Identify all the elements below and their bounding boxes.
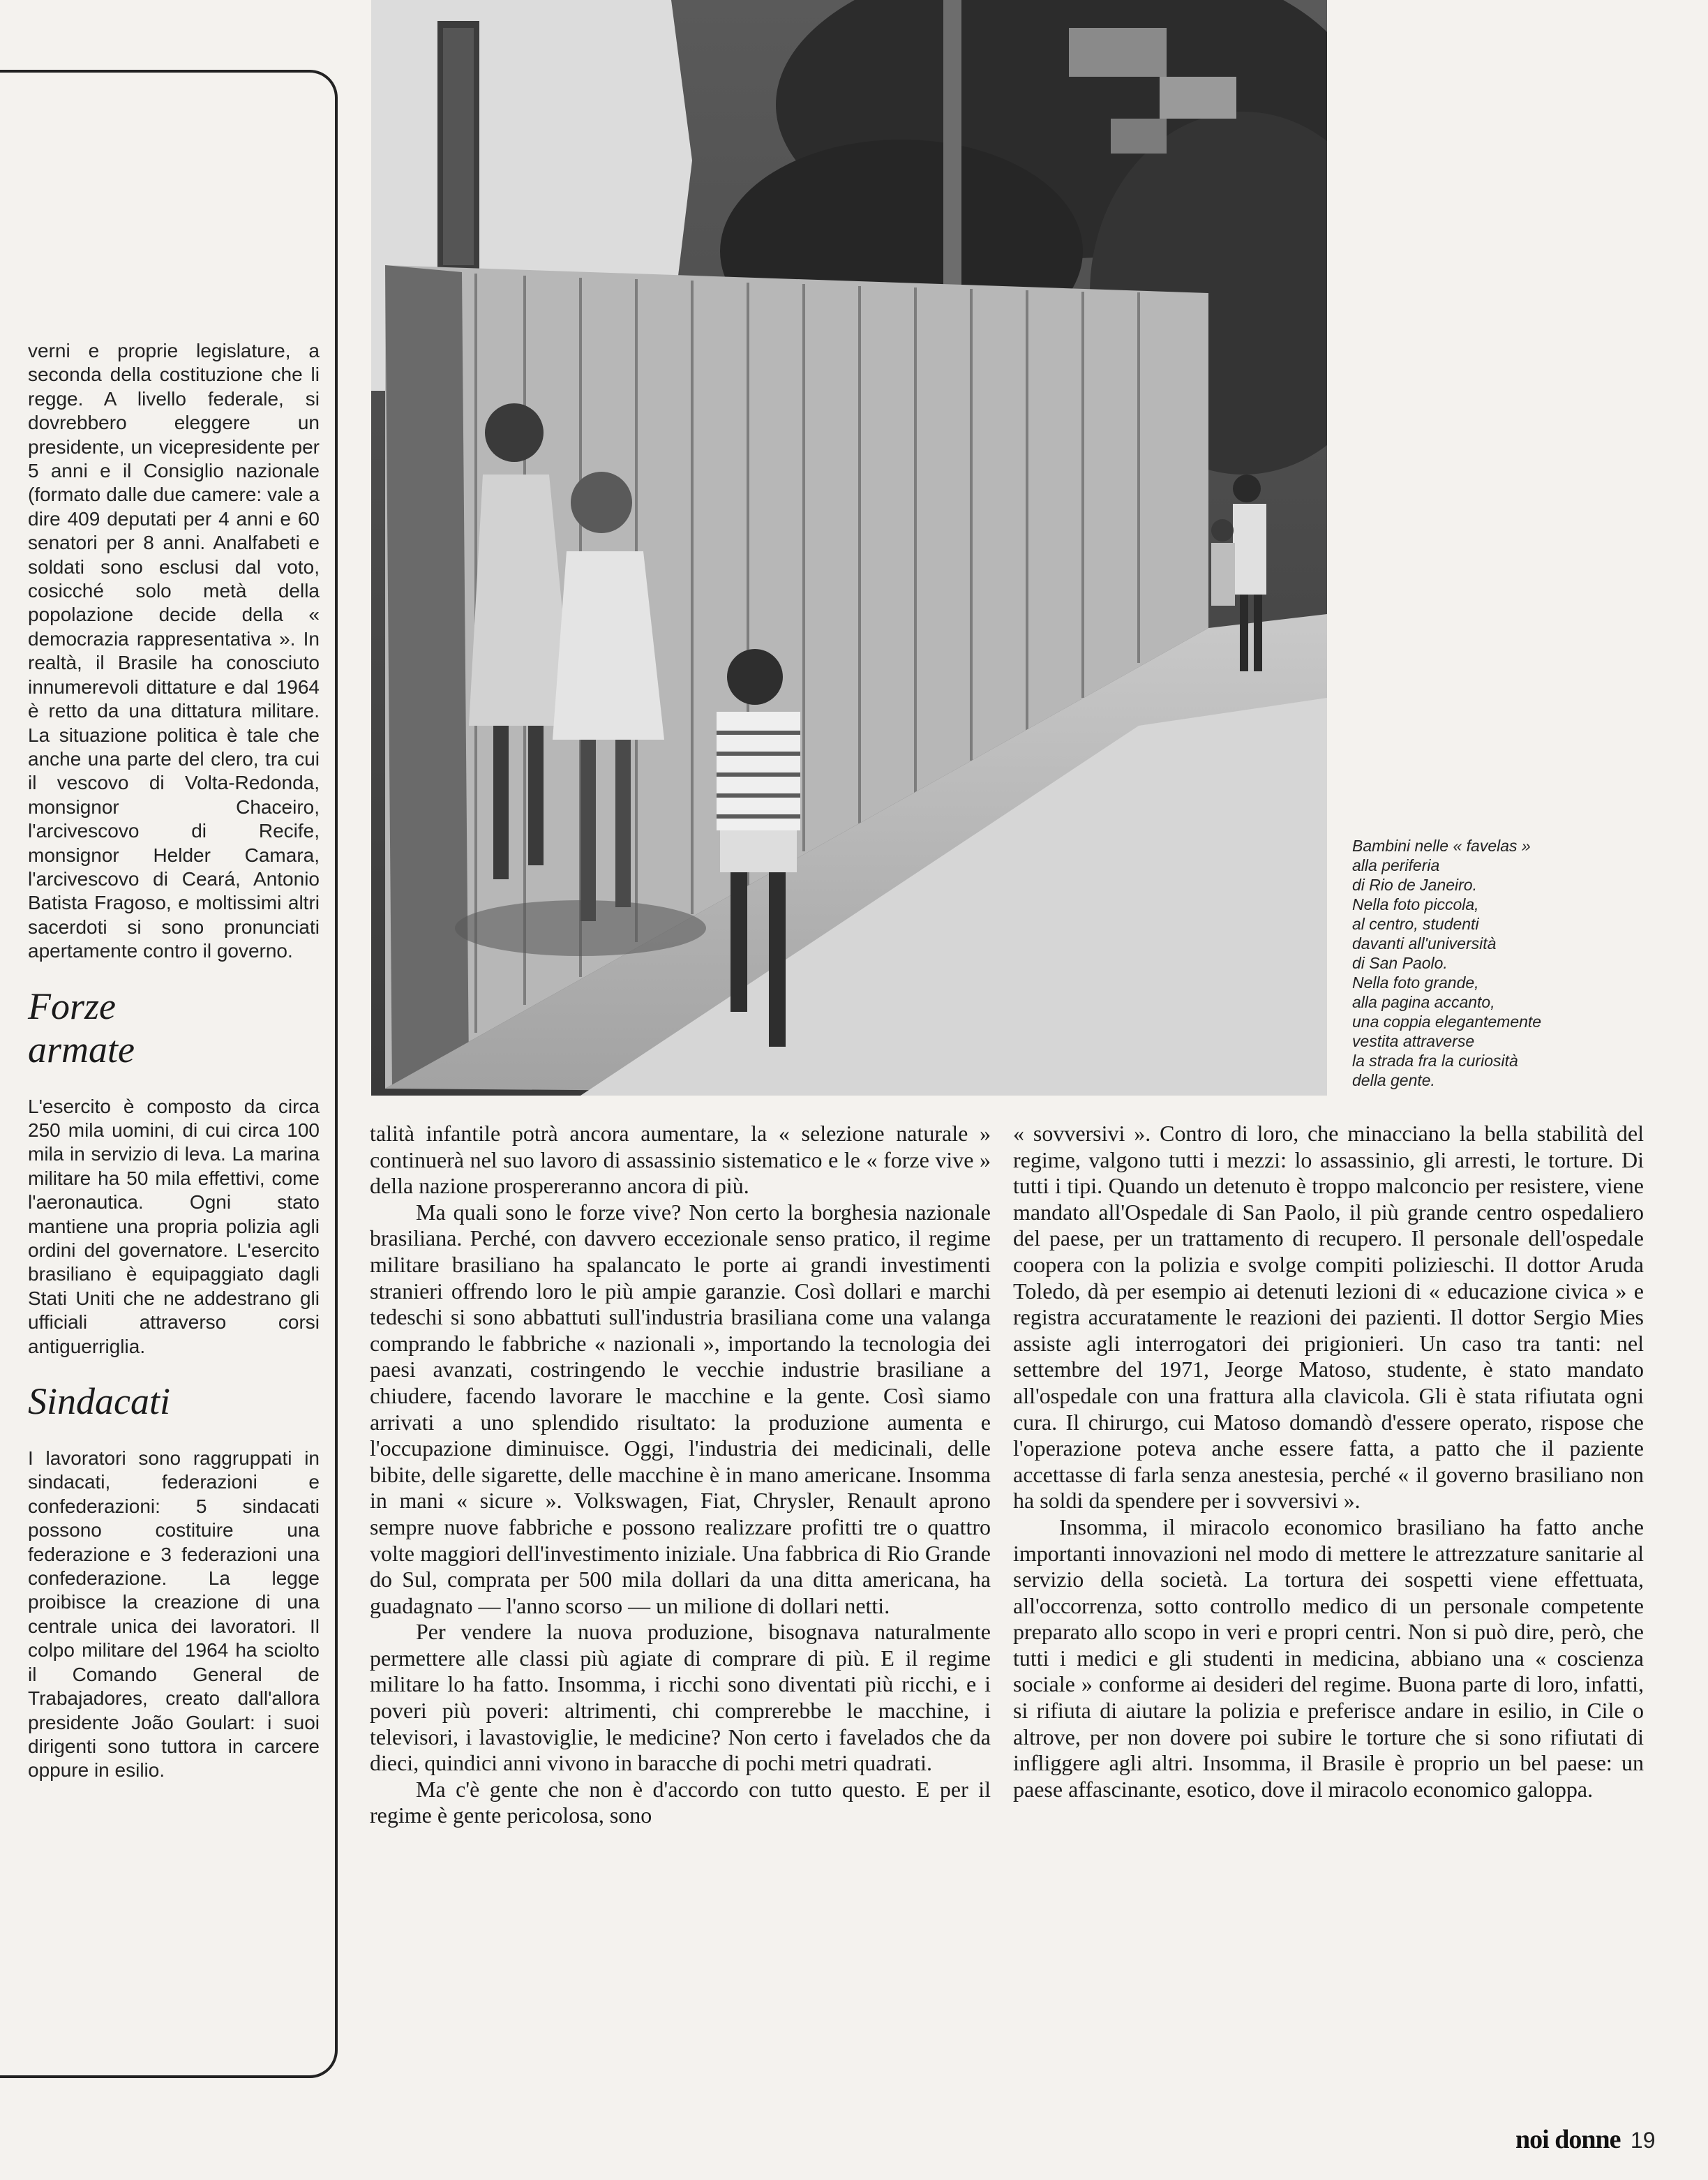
photo-caption — [1352, 836, 1555, 1090]
article-paragraph: Ma quali sono le forze vive? Non certo la borghesia nazionale brasiliana. Perché, con davvero eccezionale senso pratico, il regime militare brasiliano ha spalancato le porte ai grandi investimenti stranieri offrendo loro le più ampie garanzie. Così dollari e marchi tedeschi si sono abbattuti sull'industria brasiliana come una valanga comprando le fabbriche « nazionali », importando la tecnologia dei paesi avanzati, costringendo le vecchie industrie brasiliane a chiudere, facendo lavorare le macchine e la gente. Così siamo arrivati a uno splendido risultato: la produzione aumenta e l'occupazione diminuisce. Oggi, l'industria dei medicinali, delle bibite, delle sigarette, delle macchine è in mano americane. Insomma in mani « sicure ». Volkswagen, Fiat, Chrysler, Renault aprono sempre nuove fabbriche e possono realizzare profitti tre o quattro volte maggiori dell'investimento iniziale. Una fabbrica di Rio Grande do Sul, comprata per 500 mila dollari da una ditta americana, ha guadagnato — l'anno scorso — un milione di dollari netti. — [370, 1199, 991, 1618]
article-paragraph: Per vendere la nuova produzione, bisognava naturalmente permettere alle classi più agiate di comprare di più. E il regime militare lo ha fatto. Insomma, i ricchi sono diventati più ricchi, e i poveri più poveri: altrimenti, chi comprerebbe le macchine, i televisori, i lavastoviglie, le medicine? Non certo i favelados che da dieci, quindici anni vivono in baracche di pochi metri quadrati. — [370, 1619, 991, 1776]
article-middle-column — [370, 1121, 991, 1829]
sidebar — [28, 339, 320, 1783]
article-paragraph: « sovversivi ». Contro di loro, che minacciano la bella stabilità del regime, valgono tutti i mezzi: lo assassinio, gli arresti, le torture. Di tutti i tipi. Quando un detenuto è troppo malconcio per resistere, viene mandato all'Ospedale di San Paolo, il più grande centro ospedaliero del paese, per un trattamento di recupero. Il personale dell'ospedale coopera con la polizia e svolge compiti polizieschi. Il dottor Aruda Toledo, dà per esempio ai detenuti lezioni di « educazione civica » e registra accuratamente le reazioni dei pazienti. Il dottor Sergio Mies assiste agli interrogatori dei prigionieri. Un caso tra tanti: nel settembre del 1971, Jeorge Matoso, studente, è stato mandato all'ospedale con una frattura alla clavicola. Gli è stata rifiutata ogni cura. Il chirurgo, cui Matoso domandò d'essere operato, rispose che l'operazione poteva anche essere fatta, a patto che il paziente accettasse di farla senza anestesia, perché « il governo brasiliano non ha soldi da spendere per i sovversivi ». — [1013, 1121, 1644, 1514]
caption-line: Nella foto piccola, — [1352, 895, 1479, 913]
caption-line: di San Paolo. — [1352, 954, 1448, 972]
section-title-forze-armate — [28, 985, 320, 1071]
section-sindacati-text: I lavoratori sono raggruppati in sindacati, federazioni e confederazioni: 5 sindacati possono costituire una federazione e 3 federazioni una confederazione. La legge proibisce la creazione di una centrale unica dei lavoratori. Il colpo militare del 1964 ha sciolto il Comando General de Trabajadores, creato dall'allora presidente João Goulart: i suoi dirigenti sono tuttora in carcere oppure in esilio. — [28, 1447, 320, 1782]
section-title-line: armate — [28, 1028, 135, 1070]
caption-line: alla periferia — [1352, 856, 1440, 874]
favela-photograph — [371, 0, 1327, 1096]
caption-line: della gente. — [1352, 1071, 1435, 1089]
sidebar-intro-paragraph: verni e proprie legislature, a seconda della costituzione che li regge. A livello federale, si dovrebbero eleggere un presidente, un vicepresidente per 5 anni e il Consiglio nazionale (formato dalle due camere: vale a dire 409 deputati per 4 anni e 60 senatori per 8 anni. Analfabeti e soldati sono esclusi dal voto, cosicché solo metà della popolazione decide della « democrazia rappresentativa ». In realtà, il Brasile ha conosciuto innumerevoli dittature e dal 1964 è retto da una dittatura militare. La situazione politica è tale che anche una parte del clero, tra cui il vescovo di Volta-Redonda, monsignor Chaceiro, l'arcivescovo di Recife, monsignor Helder Camara, l'arcivescovo di Ceará, Antonio Batista Fragoso, e moltissimi altri sacerdoti si sono pronunciati apertamente contro il governo. — [28, 340, 320, 962]
caption-line: Bambini nelle « favelas » — [1352, 837, 1531, 855]
caption-line: alla pagina accanto, — [1352, 993, 1495, 1011]
caption-line: vestita attraverse — [1352, 1032, 1475, 1050]
section-title-line: Forze — [28, 985, 116, 1027]
caption-line: Nella foto grande, — [1352, 973, 1479, 992]
article-paragraph: Insomma, il miracolo economico brasiliano ha fatto anche importanti innovazioni nel modo di mettere le attrezzature sanitarie al servizio della società. La tortura dei sospetti viene effettuata, all'occorrenza, sotto controllo medico di un personale competente preparato allo scopo in veri e propri centri. Non si può dire, però, che tutti i medici e gli studenti in medicina, abbiano una « coscienza sociale » conforme ai desideri del regime. Buona parte di loro, infatti, si rifiuta di aiutare la polizia e preferisce andare in esilio, in Cile o altrove, per non dovere poi subire le torture che si sono rifiutati di infliggere agli altri. Insomma, il Brasile è proprio un bel paese: un paese affascinante, esotico, dove il miracolo economico galoppa. — [1013, 1514, 1644, 1802]
caption-line: una coppia elegantemente — [1352, 1013, 1542, 1031]
section-title-sindacati: Sindacati — [28, 1380, 170, 1423]
article-paragraph: talità infantile potrà ancora aumentare, la « selezione naturale » continuerà nel suo lavoro di assassinio sistematico e le « forze vive » della nazione prospereranno ancora di più. — [370, 1121, 991, 1199]
section-forze-armate-text: L'esercito è composto da circa 250 mila uomini, di cui circa 100 mila in servizio di leva. La marina militare ha 50 mila effettivi, come l'aeronautica. Ogni stato mantiene una propria polizia agli ordini del governatore. L'esercito brasiliano è equipaggiato dagli Stati Uniti che ne addestrano gli ufficiali attraverso corsi antiguerriglia. — [28, 1095, 320, 1357]
article-paragraph: Ma c'è gente che non è d'accordo con tutto questo. E per il regime è gente pericolosa, sono — [370, 1776, 991, 1828]
magazine-logo: noi donne — [1515, 2125, 1621, 2154]
favela-photo-illustration — [371, 0, 1327, 1096]
page-number: 19 — [1630, 2128, 1656, 2153]
caption-line: davanti all'università — [1352, 934, 1497, 953]
caption-line: al centro, studenti — [1352, 915, 1479, 933]
article-right-column — [1013, 1121, 1644, 1802]
page-footer — [1515, 2124, 1656, 2155]
caption-line: la strada fra la curiosità — [1352, 1052, 1518, 1070]
caption-line: di Rio de Janeiro. — [1352, 876, 1477, 894]
